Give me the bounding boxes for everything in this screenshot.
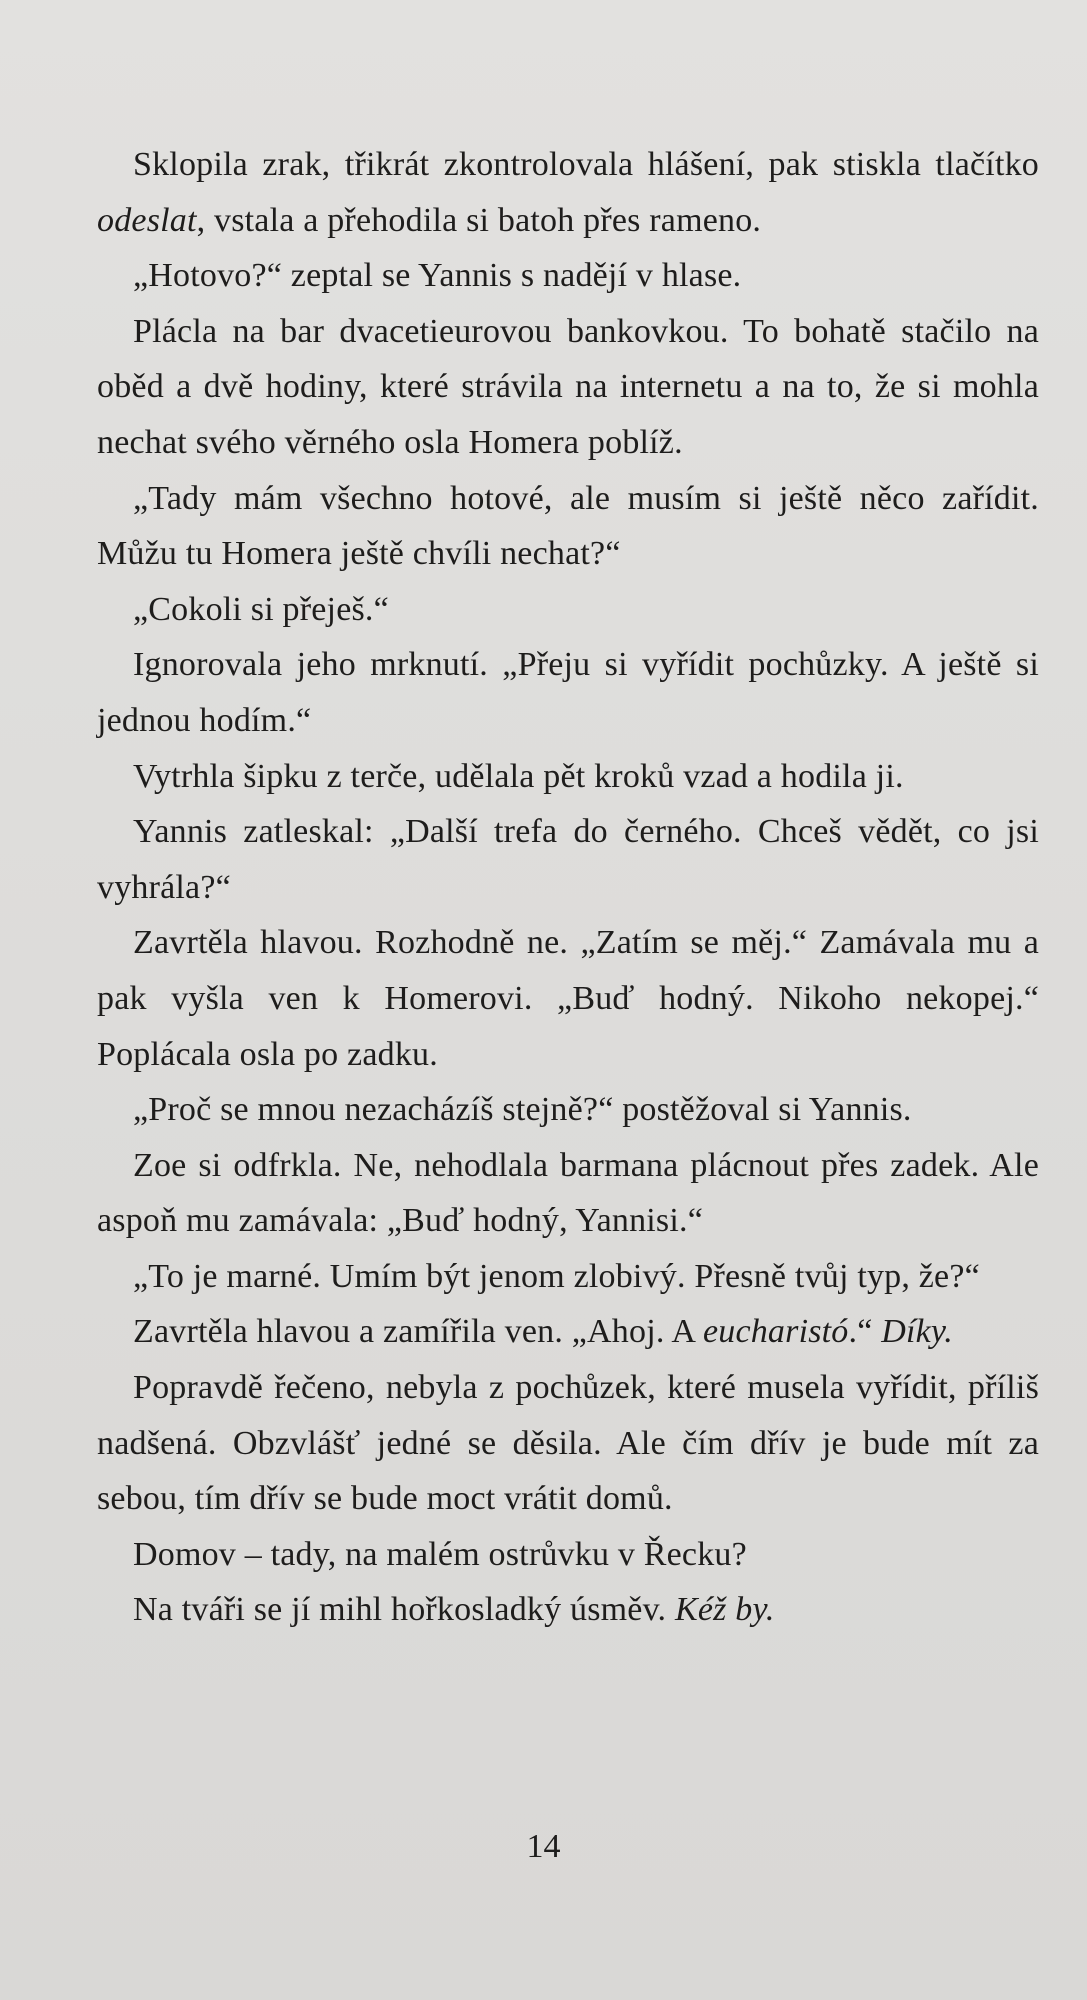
paragraph-14: Popravdě řečeno, nebyla z pochůzek, které musela vyřídit, příliš nadšená. Obzvlášť jedné se děsila. Ale čím dřív je bude mít za sebou, tím dřív se bude moct vrátit domů. — [97, 1369, 1039, 1518]
paragraph-4: „Tady mám všechno hotové, ale musím si ještě něco zařídit. Můžu tu Homera ještě chvíli nechat?“ — [97, 479, 1039, 573]
paragraph-10: „Proč se mnou nezacházíš stejně?“ postěžoval si Yannis. — [133, 1091, 912, 1129]
paragraph-9: Zavrtěla hlavou. Rozhodně ne. „Zatím se měj.“ Zamávala mu a pak vyšla ven k Homerovi. „Buď hodný. Nikoho nekopej.“ Poplácala osla po zadku. — [97, 924, 1039, 1073]
paragraph-16: Na tváři se jí mihl hořkosladký úsměv. Kéž by. — [133, 1591, 775, 1629]
paragraph-2: „Hotovo?“ zeptal se Yannis s nadějí v hlase. — [133, 257, 742, 295]
paragraph-3: Plácla na bar dvacetieurovou bankovkou. To bohatě stačilo na oběd a dvě hodiny, které strávila na internetu a na to, že si mohla nechat svého věrného osla Homera poblíž. — [97, 312, 1039, 461]
paragraph-13: Zavrtěla hlavou a zamířila ven. „Ahoj. A eucharistó.“ Díky. — [133, 1313, 954, 1351]
paragraph-7: Vytrhla šipku z terče, udělala pět kroků vzad a hodila ji. — [133, 757, 904, 795]
paragraph-6: Ignorovala jeho mrknutí. „Přeju si vyřídit pochůzky. A ještě si jednou hodím.“ — [97, 646, 1039, 739]
paragraph-12: „To je marné. Umím být jenom zlobivý. Přesně tvůj typ, že?“ — [133, 1257, 980, 1295]
paragraph-15: Domov – tady, na malém ostrůvku v Řecku? — [133, 1535, 747, 1573]
page-body — [97, 137, 1039, 1638]
paragraph-1: Sklopila zrak, třikrát zkontrolovala hlášení, pak stiskla tlačítko odeslat, vstala a přehodila si batoh přes rameno. — [97, 146, 1039, 239]
paragraph-11: Zoe si odfrkla. Ne, nehodlala barmana plácnout přes zadek. Ale aspoň mu zamávala: „Buď hodný, Yannisi.“ — [97, 1146, 1039, 1240]
page-number: 14 — [526, 1828, 561, 1865]
paragraph-8: Yannis zatleskal: „Další trefa do černého. Chceš vědět, co jsi vyhrála?“ — [97, 813, 1039, 906]
paragraph-5: „Cokoli si přeješ.“ — [133, 590, 389, 628]
